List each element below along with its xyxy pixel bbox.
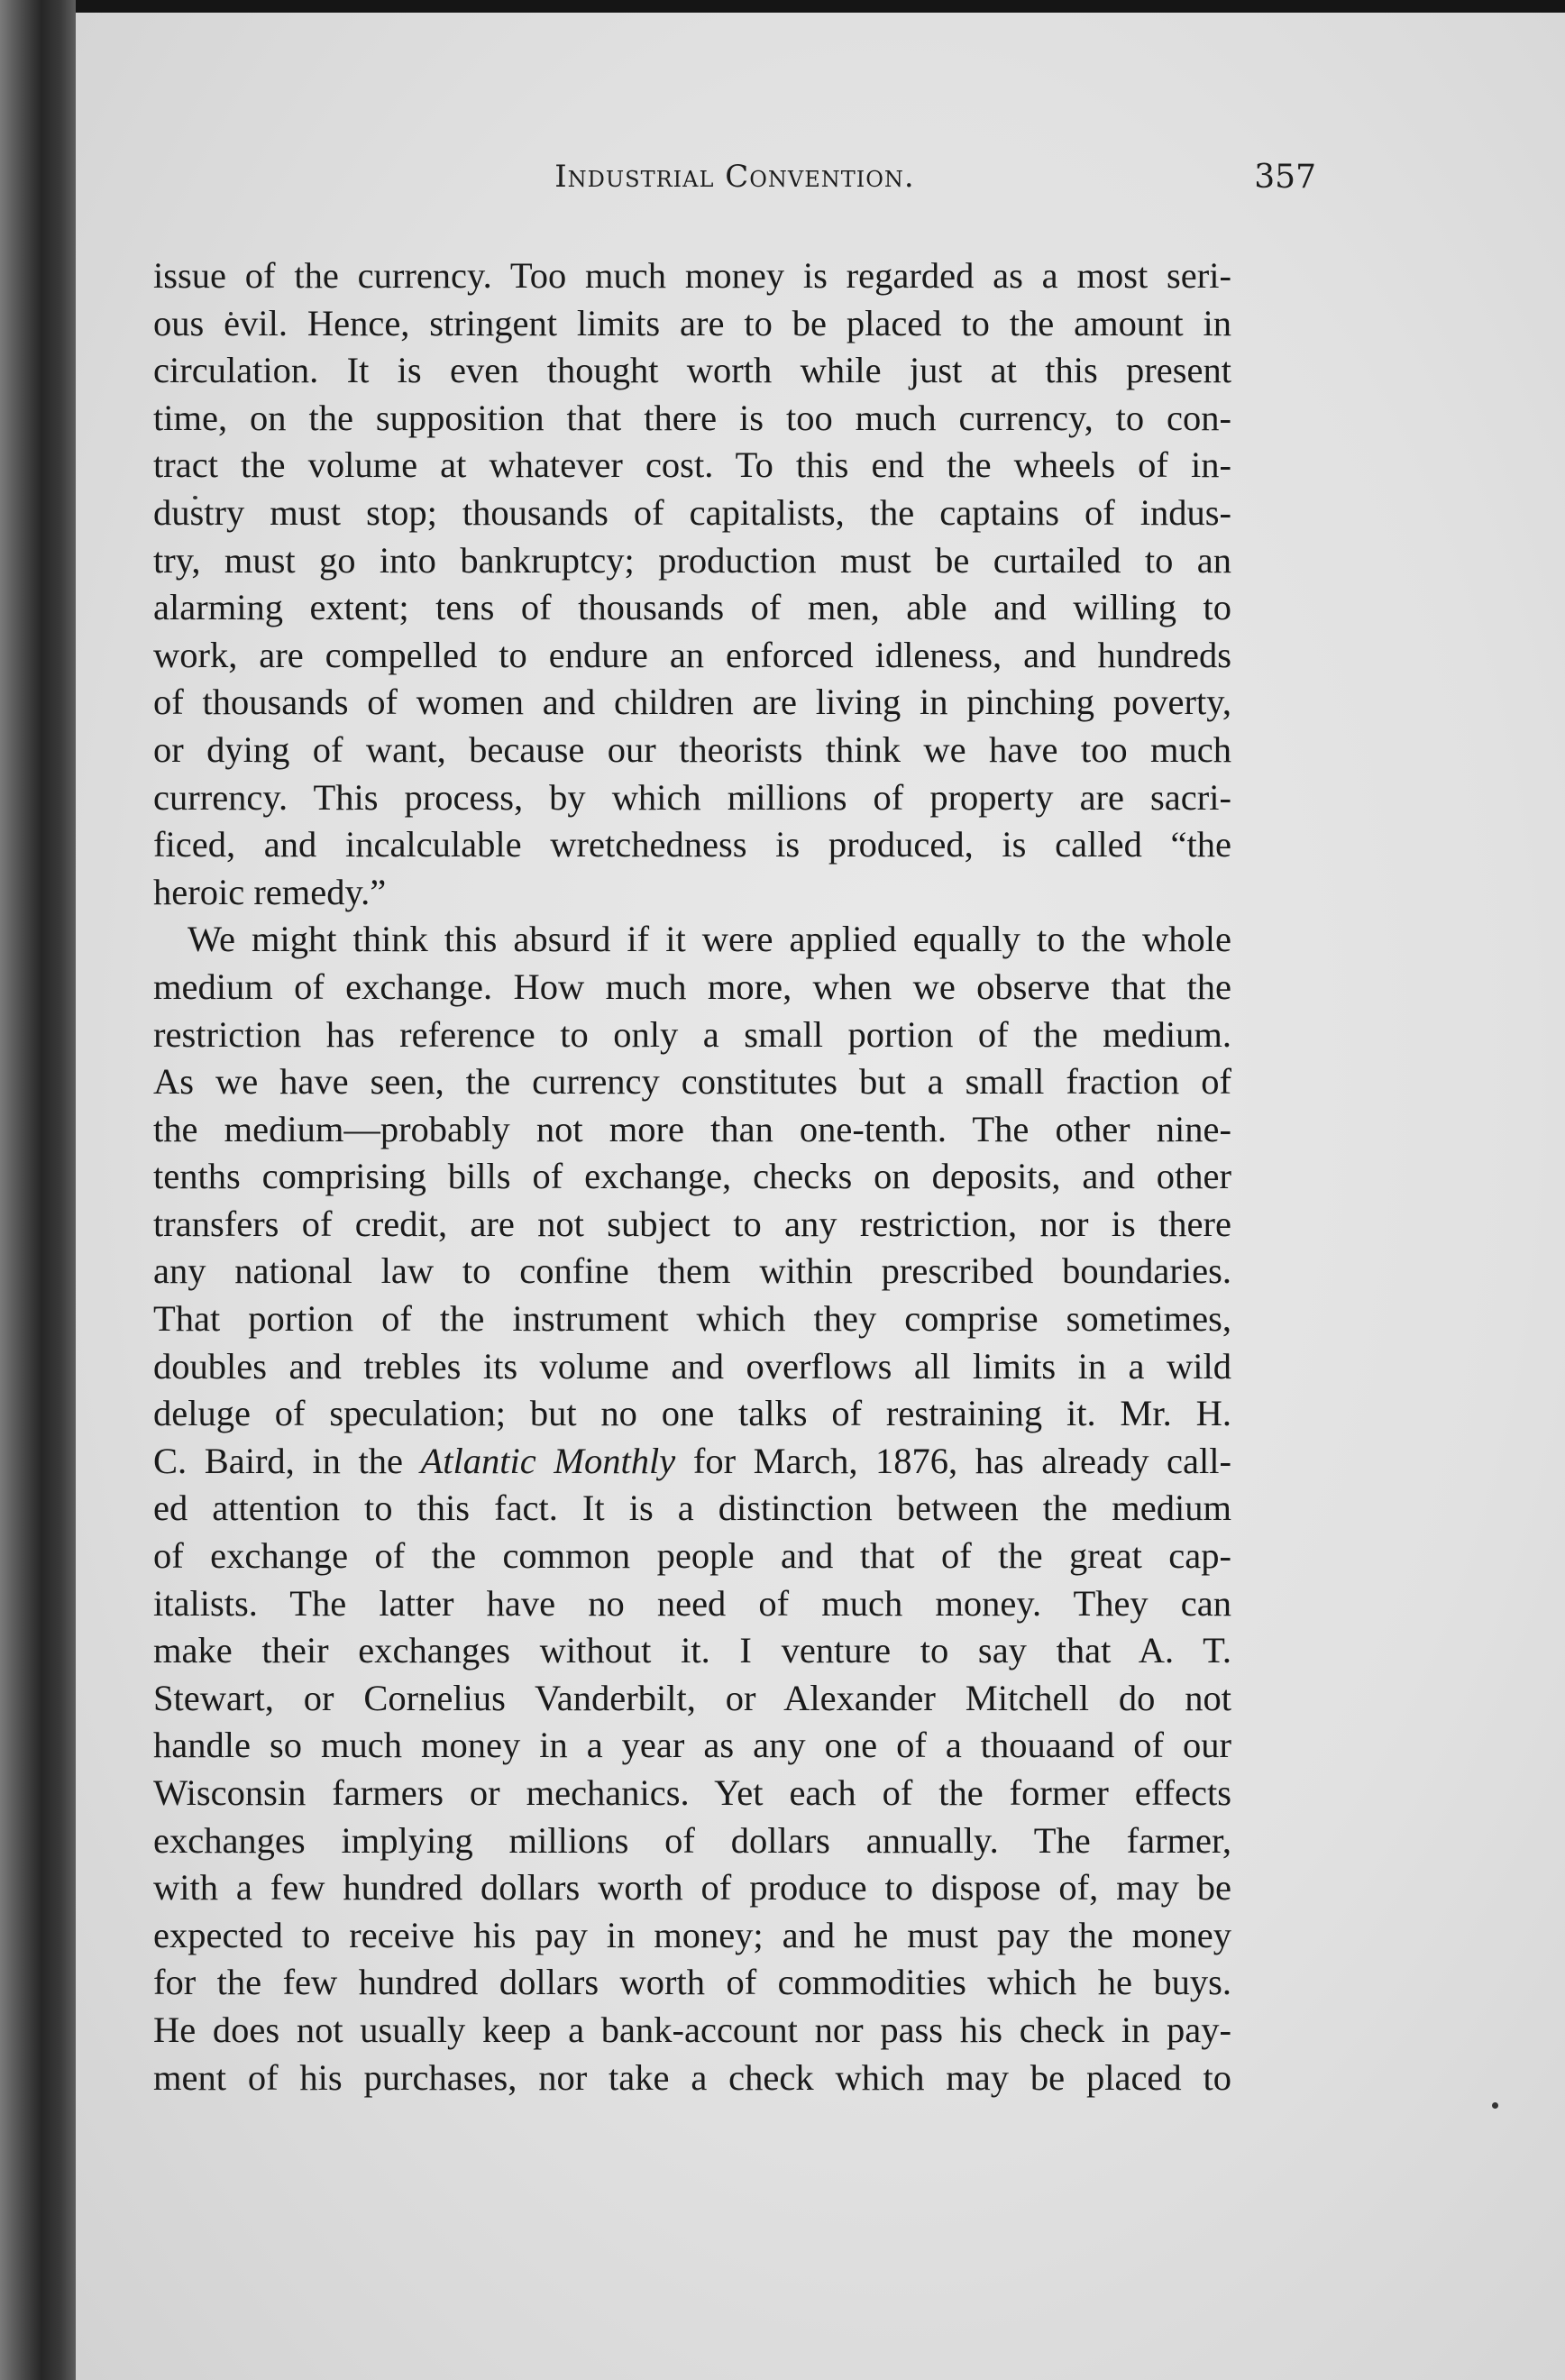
text-line: We might think this absurd if it were applied equally to the whole [188, 919, 1231, 960]
text-fragment: for March, 1876, has already call- [675, 1440, 1231, 1481]
text-line: That portion of the instrument which they comprise sometimes, [153, 1298, 1231, 1340]
book-binding-edge [0, 0, 76, 2380]
text-line: As we have seen, the currency constitutes but a small fraction of [153, 1061, 1231, 1103]
text-line: or dying of want, because our theorists think we have too much [153, 728, 1231, 770]
paragraph [153, 916, 1231, 2101]
text-line: currency. This process, by which millions of property are sacri- [153, 776, 1231, 818]
text-line [153, 1438, 1231, 1486]
speck-mark [1492, 2102, 1498, 2109]
running-header [153, 159, 1316, 216]
text-line: heroic remedy.” [153, 871, 387, 912]
text-line: try, must go into bankruptcy; production must be curtailed to an [153, 539, 1231, 581]
periodical-title: Atlantic Monthly [420, 1440, 676, 1481]
text-line: He does not usually keep a bank-account nor pass his check in pay- [153, 2009, 1231, 2050]
text-line: transfers of credit, are not subject to any restriction, nor is there [153, 1203, 1231, 1244]
text-line: of thousands of women and children are living in pinching poverty, [153, 682, 1231, 723]
page-number: 357 [1254, 159, 1316, 196]
text-line: exchanges implying millions of dollars annually. The farmer, [153, 1819, 1231, 1861]
text-line: deluge of speculation; but no one talks of restraining it. Mr. H. [153, 1393, 1231, 1434]
text-line: alarming extent; tens of thousands of men, able and willing to [153, 587, 1231, 628]
text-line: any national law to confine them within prescribed boundaries. [153, 1250, 1231, 1292]
text-line: dustry must stop; thousands of capitalists, the captains of indus- [153, 491, 1231, 533]
text-line: with a few hundred dollars worth of produce to dispose of, may be [153, 1867, 1231, 1909]
text-line: for the few hundred dollars worth of commodities which he buys. [153, 1962, 1231, 2003]
text-line: tenths comprising bills of exchange, checks on deposits, and other [153, 1156, 1231, 1197]
text-line: expected to receive his pay in money; and he must pay the money [153, 1914, 1231, 1955]
text-line: tract the volume at whatever cost. To this end the wheels of in- [153, 444, 1231, 486]
body-text [153, 252, 1231, 2101]
text-line: medium of exchange. How much more, when we observe that the [153, 966, 1231, 1007]
scan-top-edge [0, 0, 1565, 13]
text-line: ed attention to this fact. It is a distinction between the medium [153, 1488, 1231, 1529]
text-line: ment of his purchases, nor take a check which may be placed to [153, 2056, 1231, 2098]
text-line: ficed, and incalculable wretchedness is produced, is called “the [153, 824, 1231, 865]
text-line: italists. The latter have no need of much money. They can [153, 1582, 1231, 1624]
text-line: of exchange of the common people and that of the great cap- [153, 1535, 1231, 1577]
text-line: Stewart, or Cornelius Vanderbilt, or Alexander Mitchell do not [153, 1677, 1231, 1718]
text-line: make their exchanges without it. I venture to say that A. T. [153, 1630, 1231, 1671]
text-line: work, are compelled to endure an enforced idleness, and hundreds [153, 634, 1231, 675]
paragraph [153, 252, 1231, 916]
text-fragment: C. Baird, in the [153, 1440, 421, 1481]
text-line: circulation. It is even thought worth while just at this present [153, 350, 1231, 391]
text-line: the medium—probably not more than one-tenth. The other nine- [153, 1108, 1231, 1149]
text-line: issue of the currency. Too much money is regarded as a most seri- [153, 255, 1231, 296]
text-line: restriction has reference to only a small portion of the medium. [153, 1013, 1231, 1055]
running-title: Industrial Convention. [554, 159, 915, 195]
text-line: doubles and trebles its volume and overflows all limits in a wild [153, 1345, 1231, 1387]
text-line: handle so much money in a year as any one of a thouaand of our [153, 1725, 1231, 1766]
text-line: Wisconsin farmers or mechanics. Yet each of the former effects [153, 1772, 1231, 1813]
text-line: time, on the supposition that there is too much currency, to con- [153, 397, 1231, 438]
text-line: ous evil. Hence, stringent limits are to be placed to the amount in [153, 302, 1231, 343]
